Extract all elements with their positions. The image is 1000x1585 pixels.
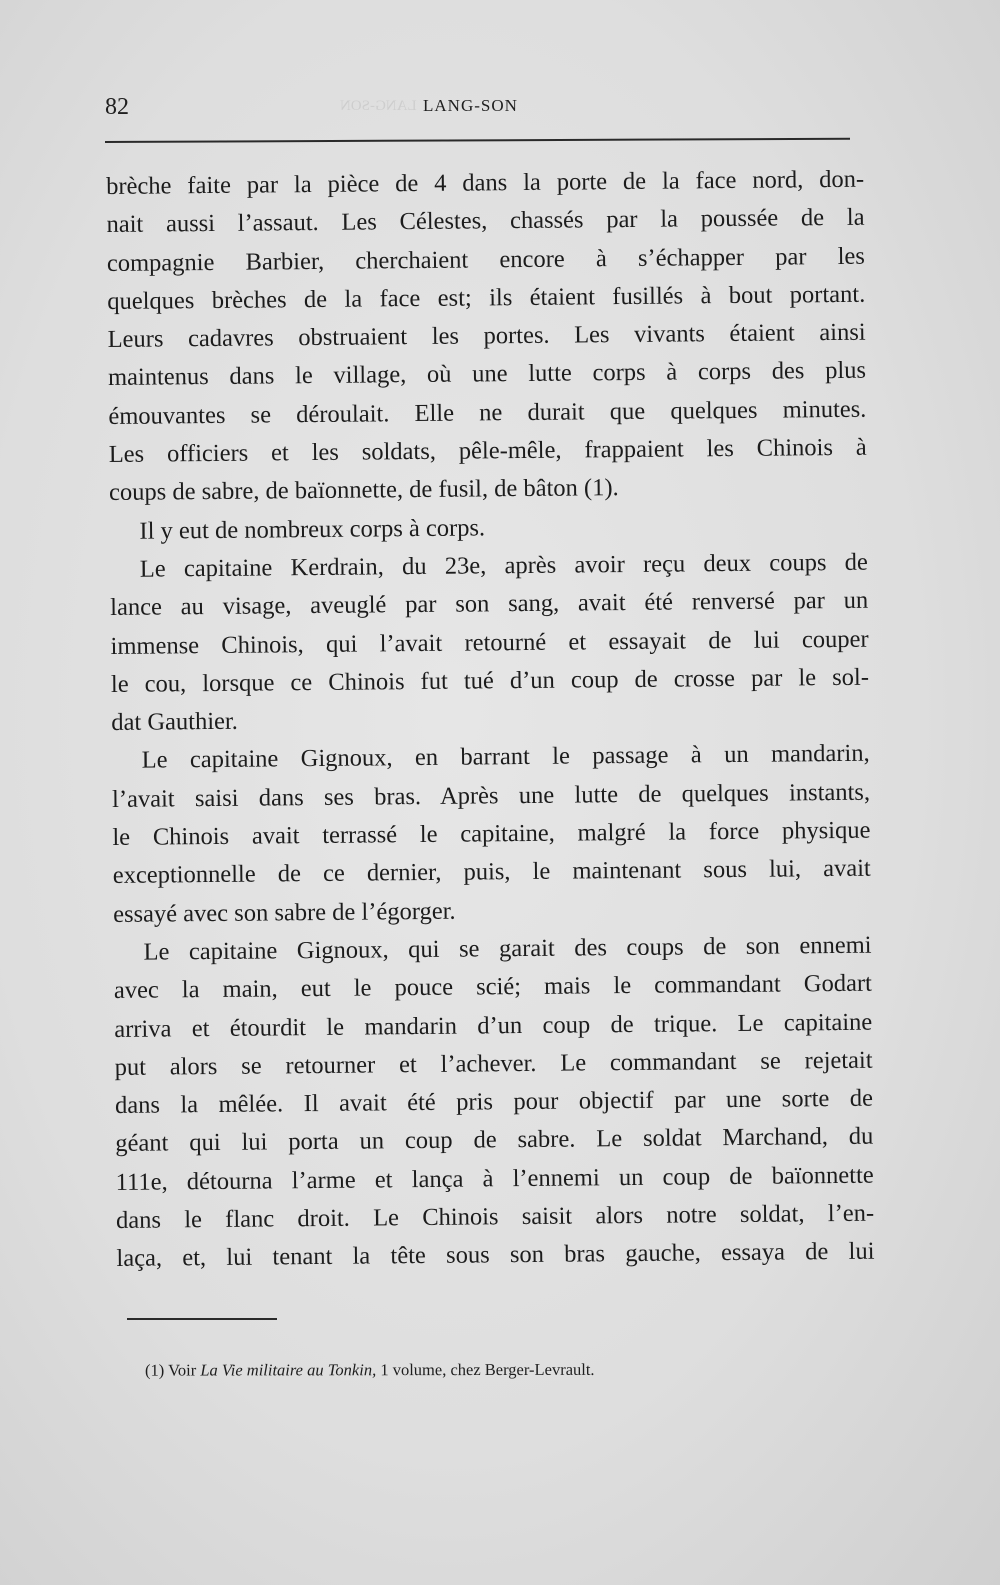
paragraph-start-line: Il y eut de nombreux corps à corps. [139,514,486,545]
text-line: exceptionnelle de ce dernier, puis, le maintenant sous lui, avait [112,855,871,890]
text-line: l’avait saisi dans ses bras. Après une lutte de quelques instants, [111,778,871,813]
body-text [106,161,875,1279]
text-line: géant qui lui porta un coup de sabre. Le soldat Marchand, du [115,1123,874,1158]
running-head: LANG-SON [423,96,518,115]
page-header [105,92,850,126]
footnote-book-title: La Vie militaire au Tonkin, [200,1360,377,1380]
text-line: essayé avec son sabre de l’égorger. [113,897,456,928]
text-line: le cou, lorsque ce Chinois fut tué d’un coup de crosse par le sol- [110,663,870,698]
text-line: le Chinois avait terrassé le capitaine, malgré la force physique [112,816,871,852]
footnote [145,1359,845,1380]
text-line: brèche faite par la pièce de 4 dans la porte de la face nord, don- [106,165,865,200]
text-line: quelques brèches de la face est; ils étaient fusillés à bout portant. [107,280,866,315]
text-line: dans la mêlée. Il avait été pris pour objectif par une sorte de [114,1084,874,1120]
paragraph-start-line: Le capitaine Kerdrain, du 23e, après avoir reçu deux coups de [139,548,868,583]
text-line: maintenus dans le village, où une lutte corps à corps des plus [107,357,867,392]
text-line: arriva et étourdit le mandarin d’un coup de trique. Le capitaine [114,1008,873,1043]
paragraph-start-line: Le capitaine Gignoux, en barrant le passage à un mandarin, [141,740,870,775]
text-line: put alors se retourner et l’achever. Le commandant se rejetait [114,1046,873,1081]
header-rule [105,138,850,143]
text-line: lance au visage, aveuglé par son sang, avait été renversé par un [110,586,869,622]
text-line: Les officiers et les soldats, pêle-mêle, frappaient les Chinois à [108,433,867,469]
footnote-prefix: Voir [168,1360,197,1380]
bleed-through-text: LANG-SON [340,98,417,114]
footnote-suffix: 1 volume, chez Berger-Levrault. [380,1359,595,1380]
text-line: avec la main, eut le pouce scié; mais le commandant Godart [113,969,872,1005]
text-line: laça, et, lui tenant la tête sous son bras gauche, essaya de lui [116,1237,875,1273]
text-line: nait aussi l’assaut. Les Célestes, chassés par la poussée de la [106,204,865,239]
text-line: coups de sabre, de baïonnette, de fusil, de bâton (1). [108,474,619,507]
text-line: émouvantes se déroulait. Elle ne durait que quelques minutes. [108,395,867,430]
footnote-rule [127,1318,277,1320]
text-line: 111e, détourna l’arme et lança à l’ennemi un coup de baïonnette [115,1161,874,1196]
paragraph-start-line: Le capitaine Gignoux, qui se garait des coups de son ennemi [143,931,872,966]
text-line: dans le flanc droit. Le Chinois saisit alors notre soldat, l’en- [115,1199,875,1234]
text-line: Leurs cadavres obstruaient les portes. Les vivants étaient ainsi [107,318,866,354]
text-line: dat Gauthier. [111,707,238,737]
text-line: immense Chinois, qui l’avait retourné et essayait de lui couper [110,625,869,660]
page-number: 82 [105,94,129,120]
footnote-marker: (1) [144,1360,165,1380]
text-line: compagnie Barbier, cherchaient encore à s’échapper par les [106,242,866,277]
